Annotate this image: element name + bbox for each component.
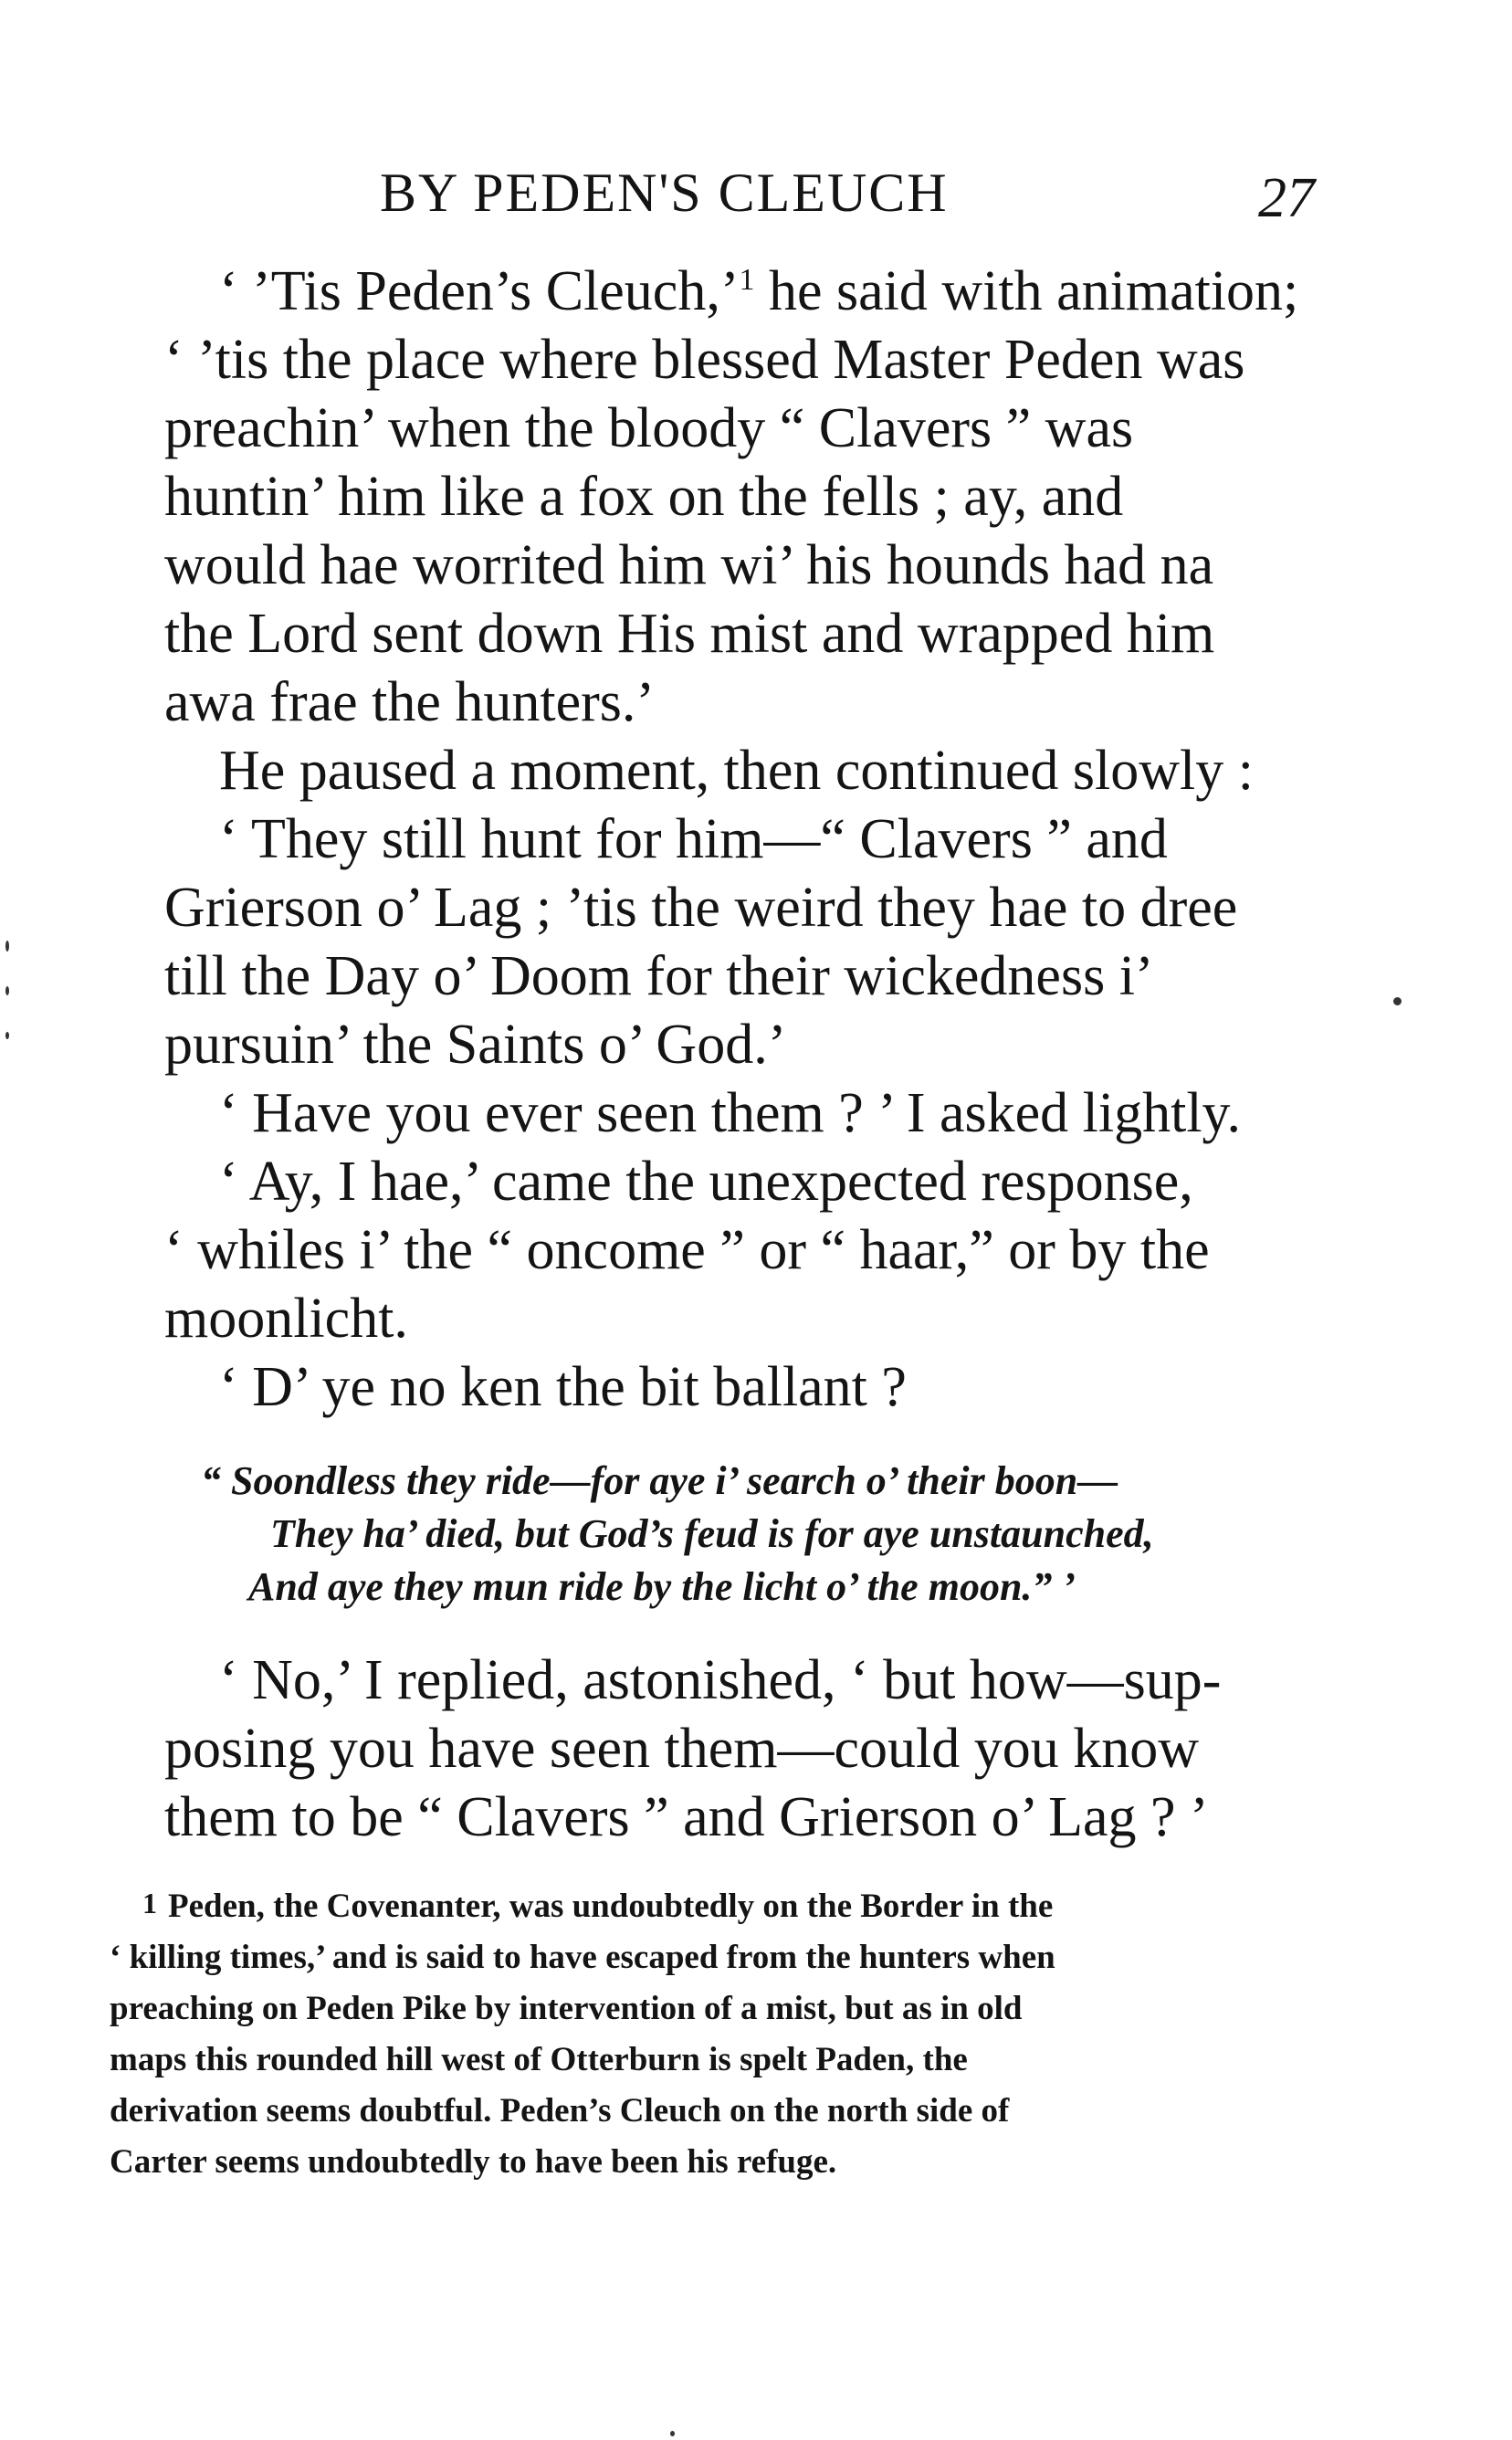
footnote-line: maps this rounded hill west of Otterburn is spelt Paden, the (110, 2041, 968, 2078)
text-line: He paused a moment, then continued slowly : (219, 740, 1254, 802)
page-header (110, 152, 1315, 234)
running-title: BY PEDEN'S CLEUCH (380, 163, 949, 223)
text-line: ‘ ’Tis Peden’s Cleuch,’$^1$ he said with animation; (219, 260, 1299, 322)
text-line: ‘ ’tis the place where blessed Master Peden was (164, 329, 1245, 391)
footnote-line: Carter seems undoubtedly to have been his refuge. (110, 2143, 837, 2181)
paragraph-5 (110, 1148, 1315, 1353)
paragraph-1 (110, 258, 1315, 737)
text-line: ‘ They still hunt for him—“ Clavers ” and (219, 808, 1168, 870)
text-line: ‘ No,’ I replied, astonished, ‘ but how—sup- (219, 1649, 1222, 1711)
text-line: pursuin’ the Saints o’ God.’ (164, 1014, 787, 1076)
main-text (110, 258, 1315, 1852)
text-line: preachin’ when the bloody “ Clavers ” was (164, 397, 1134, 459)
footnote-line: derivation seems doubtful. Peden’s Cleuch on the north side of (110, 2092, 1010, 2130)
scan-speck (5, 941, 9, 952)
footnote-line: preaching on Peden Pike by intervention of a mist, but as in old (110, 1990, 1023, 2027)
scan-speck (5, 986, 9, 995)
footnote-line: 1 Peden, the Covenanter, was undoubtedly on the Border in the (142, 1887, 1054, 1925)
text-line: ‘ Ay, I hae,’ came the unexpected response, (219, 1151, 1193, 1213)
footnote-reference: 1 (739, 263, 755, 297)
page-number: 27 (1258, 167, 1315, 229)
text-line: Grierson o’ Lag ; ’tis the weird they hae to dree (164, 877, 1238, 939)
verse-line: And aye they mun ride by the licht o’ the moon.” ’ (248, 1564, 1076, 1609)
text-line: awa frae the hunters.’ (164, 671, 656, 733)
text-line: ‘ Have you ever seen them ? ’ I asked lightly. (219, 1082, 1242, 1144)
text-line: ‘ whiles i’ the “ oncome ” or “ haar,” or by the (164, 1219, 1210, 1281)
paragraph-3 (110, 805, 1315, 1079)
text-line: the Lord sent down His mist and wrapped him (164, 603, 1215, 665)
paragraph-2 (110, 737, 1315, 805)
paragraph-4 (110, 1079, 1315, 1148)
text-line: would hae worrited him wi’ his hounds had na (164, 534, 1214, 596)
verse-line: They ha’ died, but God’s feud is for aye unstaunched, (270, 1511, 1154, 1556)
verse-line: “ Soondless they ride—for aye i’ search o’ their boon— (201, 1458, 1118, 1503)
text-line: them to be “ Clavers ” and Grierson o’ Lag ? ’ (164, 1786, 1209, 1848)
text-line: ‘ D’ ye no ken the bit ballant ? (219, 1356, 907, 1418)
scan-speck (670, 2431, 675, 2436)
text-line: till the Day o’ Doom for their wickedness i’ (164, 945, 1154, 1007)
scan-speck (5, 1032, 9, 1039)
footnote-block (110, 1877, 1315, 2188)
paragraph-6 (110, 1353, 1315, 1422)
footnote-line: ‘ killing times,’ and is said to have escaped from the hunters when (110, 1939, 1055, 1976)
text-line: posing you have seen them—could you know (164, 1718, 1200, 1780)
text-line: moonlicht. (164, 1288, 408, 1350)
paragraph-7 (110, 1646, 1315, 1852)
ballad-verse (110, 1455, 1315, 1614)
footnote-marker: 1 (142, 1887, 157, 1919)
scan-speck (1393, 997, 1402, 1005)
text-line: huntin’ him like a fox on the fells ; ay, and (164, 466, 1124, 528)
